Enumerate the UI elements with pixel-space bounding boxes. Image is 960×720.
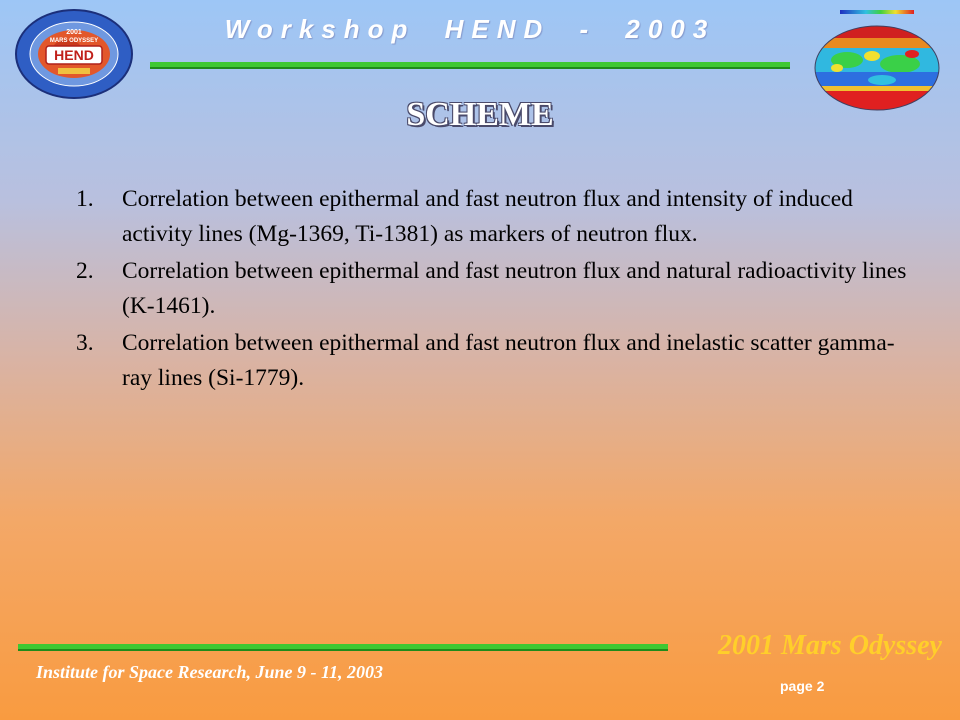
top-divider	[150, 62, 790, 67]
scheme-list	[76, 182, 916, 398]
page-number: page 2	[780, 678, 825, 694]
item-number: 2.	[76, 258, 94, 284]
item-number: 3.	[76, 330, 94, 356]
institute-caption: Institute for Space Research, June 9 - 11, 2003	[36, 662, 384, 682]
mission-name: 2001 Mars Odyssey	[718, 630, 942, 661]
logo-name: HEND	[54, 47, 94, 63]
logo-mission: MARS ODYSSEY	[49, 38, 99, 44]
item-number: 1.	[76, 186, 94, 212]
list-item	[76, 182, 916, 252]
list-item	[76, 326, 916, 396]
list-item	[76, 254, 916, 324]
slide-title: SCHEME	[406, 96, 554, 133]
item-text: Correlation between epithermal and fast neutron flux and natural radioactivity lines (K-1461).	[122, 258, 907, 319]
hend-logo	[12, 6, 136, 102]
item-text: Correlation between epithermal and fast neutron flux and inelastic scatter gamma-ray lines (Si-1779).	[122, 330, 895, 391]
workshop-title: Workshop HEND - 2003	[224, 14, 716, 44]
bottom-divider	[18, 644, 668, 649]
logo-year: 2001	[66, 29, 82, 36]
item-text: Correlation between epithermal and fast neutron flux and intensity of induced activity lines (Mg-1369, Ti-1381) as markers of neutron flux.	[122, 186, 853, 247]
